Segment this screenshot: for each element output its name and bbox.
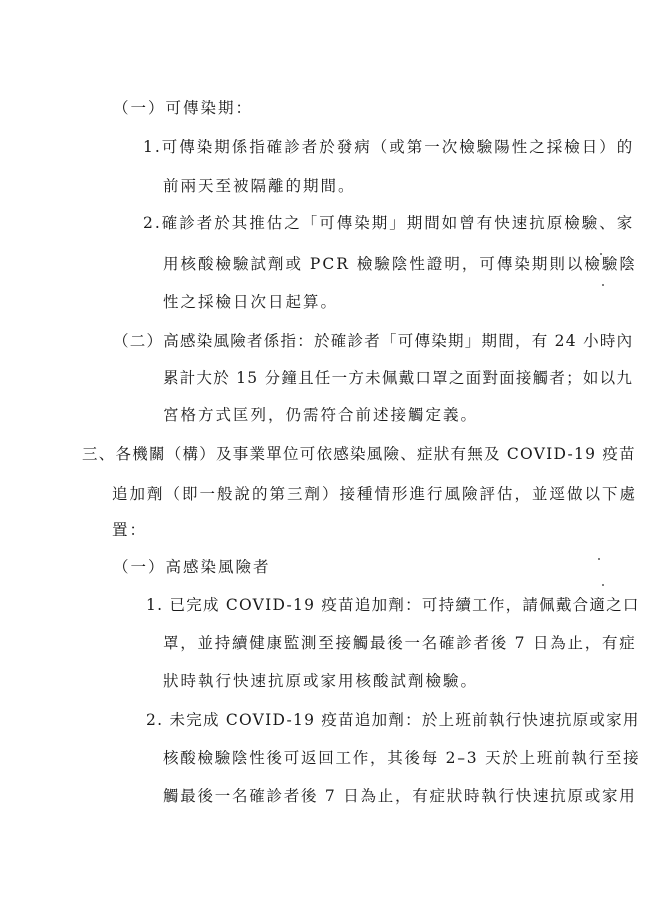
subitem-1-line-2: 罩，並持續健康監測至接觸最後一名確診者後 7 日為止，有症 xyxy=(163,634,637,652)
scan-speck xyxy=(600,253,602,255)
section-three-line-1: 三、各機關（構）及事業單位可依感染風險、症狀有無及 COVID-19 疫苗 xyxy=(82,445,636,463)
item-2-line-2: 用核酸檢驗試劑或 PCR 檢驗陰性證明，可傳染期則以檢驗陰 xyxy=(163,255,637,273)
subitem-1-line-1: 1. 已完成 COVID-19 疫苗追加劑：可持續工作，請佩戴合適之口 xyxy=(146,596,640,614)
item-1-line-1: 1.可傳染期係指確診者於發病（或第一次檢驗陽性之採檢日）的 xyxy=(143,138,635,156)
scan-speck xyxy=(598,558,600,560)
item-2-line-1: 2.確診者於其推估之「可傳染期」期間如曾有快速抗原檢驗、家 xyxy=(143,214,635,232)
subitem-1-line-3: 狀時執行快速抗原或家用核酸試劑檢驗。 xyxy=(163,672,479,690)
section-heading-infectious-period: （一）可傳染期： xyxy=(113,99,254,117)
scan-speck xyxy=(602,284,604,286)
section-heading-high-risk-definition: （二）高感染風險者係指：於確診者「可傳染期」期間，有 24 小時內 xyxy=(113,332,634,350)
subsection-heading-high-risk: （一）高感染風險者 xyxy=(113,558,271,576)
high-risk-definition-line-2: 累計大於 15 分鐘且任一方未佩戴口罩之面對面接觸者；如以九 xyxy=(163,369,634,387)
section-three-line-2: 追加劑（即一般說的第三劑）接種情形進行風險評估，並逕做以下處 xyxy=(112,485,638,503)
scan-speck xyxy=(602,584,604,586)
subitem-2-line-2: 核酸檢驗陰性後可返回工作，其後每 2–3 天於上班前執行至接 xyxy=(163,749,641,767)
high-risk-definition-line-3: 宮格方式匡列，仍需符合前述接觸定義。 xyxy=(163,406,479,424)
subitem-2-line-3: 觸最後一名確診者後 7 日為止，有症狀時執行快速抗原或家用 xyxy=(163,787,637,805)
subitem-2-line-1: 2. 未完成 COVID-19 疫苗追加劑：於上班前執行快速抗原或家用 xyxy=(146,711,640,729)
item-2-line-3: 性之採檢日次日起算。 xyxy=(163,293,339,311)
item-1-line-2: 前兩天至被隔離的期間。 xyxy=(163,177,356,195)
section-three-line-3: 置： xyxy=(112,521,148,539)
